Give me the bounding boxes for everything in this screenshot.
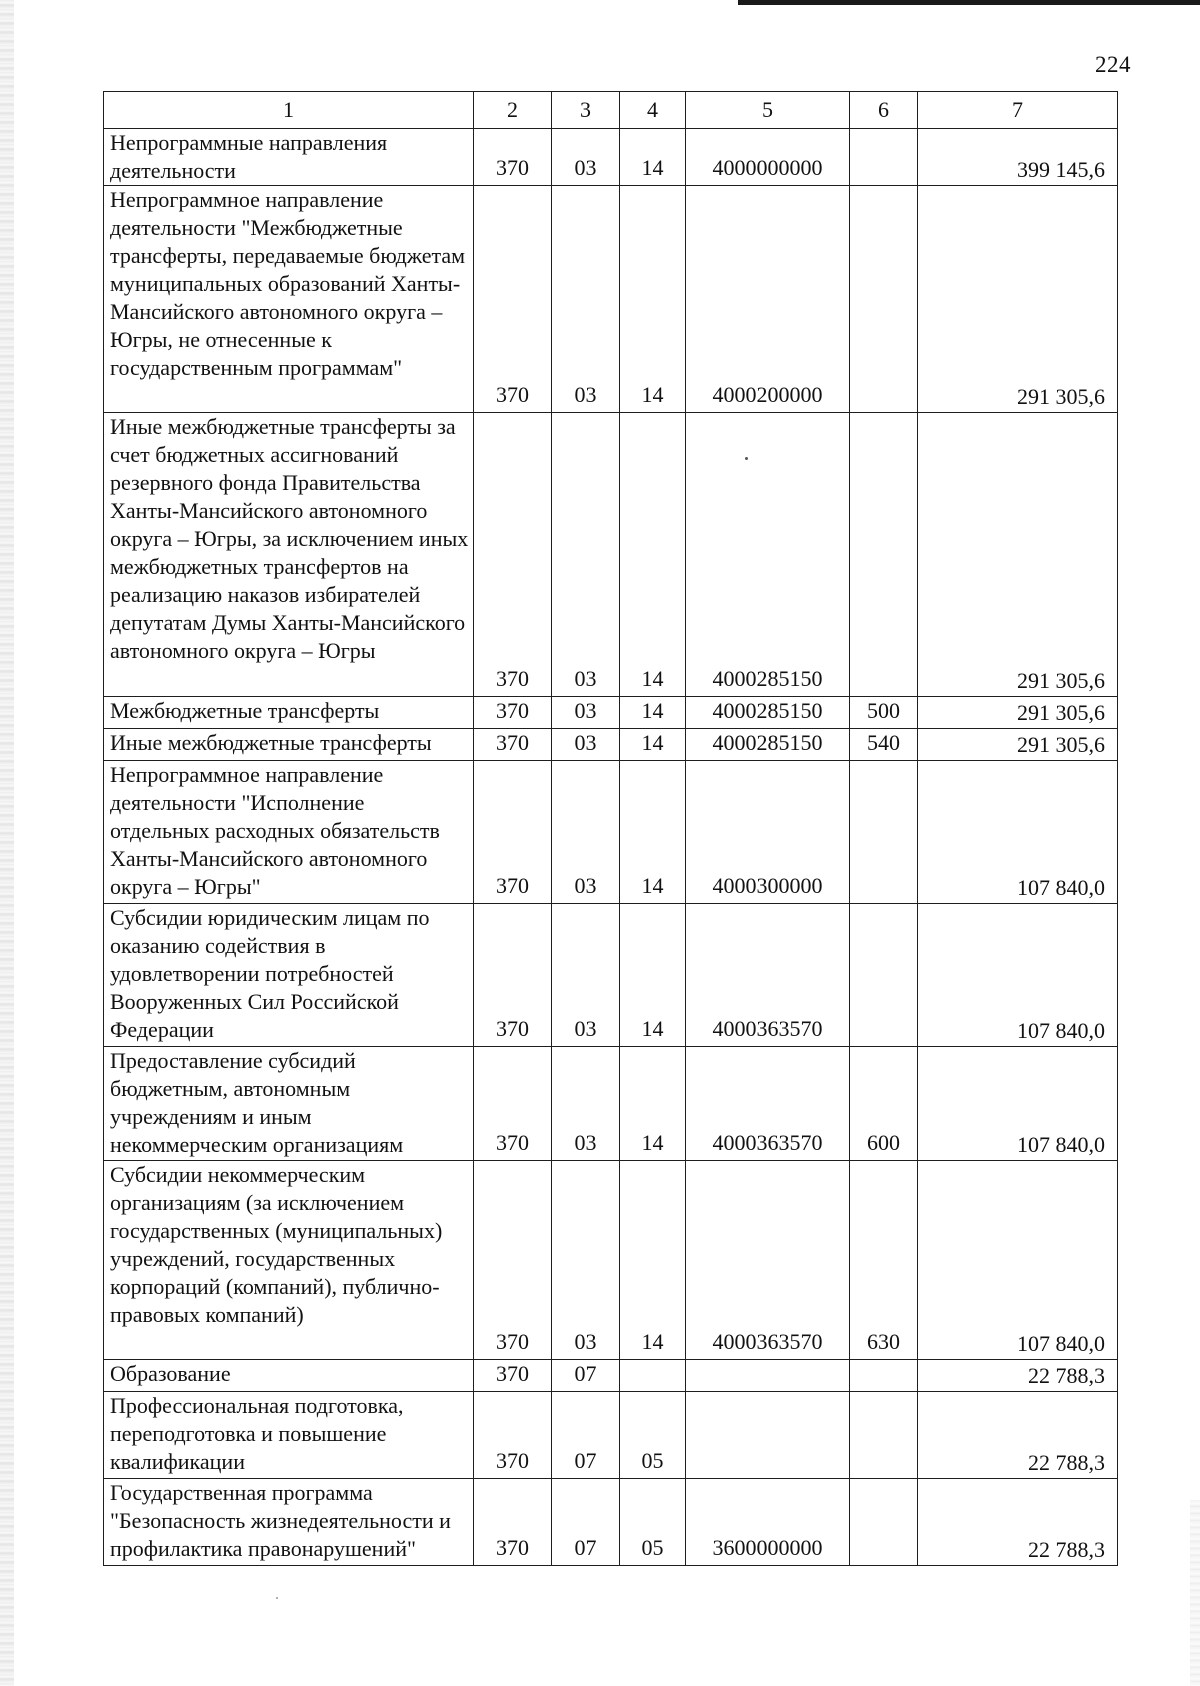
row-code: 370 bbox=[474, 729, 552, 761]
budget-table bbox=[103, 91, 1118, 1566]
row-name: Образование bbox=[104, 1360, 474, 1392]
scan-edge-left bbox=[0, 0, 14, 1686]
row-amount: 107 840,0 bbox=[918, 1161, 1118, 1360]
header-cell-7: 7 bbox=[918, 92, 1118, 129]
row-section: 03 bbox=[552, 1047, 620, 1161]
row-code: 370 bbox=[474, 1479, 552, 1566]
row-code: 370 bbox=[474, 697, 552, 729]
table-row bbox=[104, 761, 1118, 904]
row-section: 07 bbox=[552, 1479, 620, 1566]
table-row bbox=[104, 729, 1118, 761]
row-expense-type bbox=[850, 413, 918, 697]
row-amount: 107 840,0 bbox=[918, 904, 1118, 1047]
row-amount: 107 840,0 bbox=[918, 761, 1118, 904]
row-target-article: 4000363570 bbox=[686, 1161, 850, 1360]
row-code: 370 bbox=[474, 1360, 552, 1392]
scan-speck bbox=[276, 1597, 278, 1599]
row-expense-type bbox=[850, 1479, 918, 1566]
table-header-row bbox=[104, 92, 1118, 129]
row-name: Межбюджетные трансферты bbox=[104, 697, 474, 729]
row-code: 370 bbox=[474, 1047, 552, 1161]
row-name: Государственная программа "Безопасность жизнедеятельности и профилактика правонарушений" bbox=[104, 1479, 474, 1566]
header-cell-4: 4 bbox=[620, 92, 686, 129]
header-cell-5: 5 bbox=[686, 92, 850, 129]
row-amount: 22 788,3 bbox=[918, 1360, 1118, 1392]
header-cell-1: 1 bbox=[104, 92, 474, 129]
row-section: 03 bbox=[552, 761, 620, 904]
table-row bbox=[104, 1161, 1118, 1360]
row-code: 370 bbox=[474, 904, 552, 1047]
top-border-rule bbox=[738, 0, 1200, 5]
row-target-article: 4000285150 bbox=[686, 697, 850, 729]
row-section: 03 bbox=[552, 413, 620, 697]
table-row bbox=[104, 904, 1118, 1047]
row-subsection: 14 bbox=[620, 1161, 686, 1360]
row-name: Непрограммное направление деятельности "Межбюджетные трансферты, передаваемые бюджетам муниципальных образований Ханты-Мансийского автономного округа – Югры, не отнесенные к государственным программам" bbox=[104, 186, 474, 413]
row-target-article bbox=[686, 1392, 850, 1479]
row-subsection: 14 bbox=[620, 413, 686, 697]
header-cell-2: 2 bbox=[474, 92, 552, 129]
row-target-article: 4000285150 bbox=[686, 729, 850, 761]
row-subsection: 05 bbox=[620, 1479, 686, 1566]
header-cell-3: 3 bbox=[552, 92, 620, 129]
row-target-article: 4000300000 bbox=[686, 761, 850, 904]
row-code: 370 bbox=[474, 1161, 552, 1360]
row-section: 03 bbox=[552, 1161, 620, 1360]
row-code: 370 bbox=[474, 413, 552, 697]
header-cell-6: 6 bbox=[850, 92, 918, 129]
row-name: Предоставление субсидий бюджетным, автономным учреждениям и иным некоммерческим организациям bbox=[104, 1047, 474, 1161]
scan-edge-right bbox=[1190, 1500, 1200, 1686]
row-target-article: 4000285150 bbox=[686, 413, 850, 697]
row-expense-type bbox=[850, 186, 918, 413]
row-target-article: 3600000000 bbox=[686, 1479, 850, 1566]
table-row bbox=[104, 697, 1118, 729]
row-section: 07 bbox=[552, 1392, 620, 1479]
row-amount: 291 305,6 bbox=[918, 186, 1118, 413]
row-amount: 291 305,6 bbox=[918, 729, 1118, 761]
row-section: 03 bbox=[552, 904, 620, 1047]
row-subsection: 14 bbox=[620, 697, 686, 729]
table-row bbox=[104, 1479, 1118, 1566]
row-name: Профессиональная подготовка, переподготовка и повышение квалификации bbox=[104, 1392, 474, 1479]
row-code: 370 bbox=[474, 1392, 552, 1479]
row-section: 07 bbox=[552, 1360, 620, 1392]
row-expense-type: 600 bbox=[850, 1047, 918, 1161]
row-code: 370 bbox=[474, 129, 552, 186]
row-expense-type bbox=[850, 1360, 918, 1392]
row-target-article: 4000000000 bbox=[686, 129, 850, 186]
row-expense-type: 540 bbox=[850, 729, 918, 761]
page-number: 224 bbox=[1095, 52, 1131, 77]
table-row bbox=[104, 129, 1118, 186]
row-expense-type bbox=[850, 129, 918, 186]
row-name: Непрограммное направление деятельности "Исполнение отдельных расходных обязательств Ханты-Мансийского автономного округа – Югры" bbox=[104, 761, 474, 904]
row-target-article bbox=[686, 1360, 850, 1392]
row-amount: 291 305,6 bbox=[918, 697, 1118, 729]
row-subsection: 14 bbox=[620, 729, 686, 761]
row-expense-type: 500 bbox=[850, 697, 918, 729]
row-subsection: 14 bbox=[620, 904, 686, 1047]
row-amount: 291 305,6 bbox=[918, 413, 1118, 697]
row-subsection: 05 bbox=[620, 1392, 686, 1479]
row-target-article: 4000363570 bbox=[686, 1047, 850, 1161]
row-name: Иные межбюджетные трансферты за счет бюджетных ассигнований резервного фонда Правительства Ханты-Мансийского автономного округа – Югры, за исключением иных межбюджетных трансфертов на реализацию наказов избирателей депутатам Думы Ханты-Мансийского автономного округа – Югры bbox=[104, 413, 474, 697]
table-row bbox=[104, 186, 1118, 413]
row-amount: 22 788,3 bbox=[918, 1479, 1118, 1566]
row-subsection: 14 bbox=[620, 129, 686, 186]
table-row bbox=[104, 1392, 1118, 1479]
row-amount: 399 145,6 bbox=[918, 129, 1118, 186]
table-row bbox=[104, 1360, 1118, 1392]
row-name: Субсидии юридическим лицам по оказанию содействия в удовлетворении потребностей Вооруженных Сил Российской Федерации bbox=[104, 904, 474, 1047]
row-target-article: 4000363570 bbox=[686, 904, 850, 1047]
table-row bbox=[104, 413, 1118, 697]
row-subsection bbox=[620, 1360, 686, 1392]
row-expense-type bbox=[850, 904, 918, 1047]
row-section: 03 bbox=[552, 697, 620, 729]
row-name: Иные межбюджетные трансферты bbox=[104, 729, 474, 761]
table-row bbox=[104, 1047, 1118, 1161]
row-name: Субсидии некоммерческим организациям (за исключением государственных (муниципальных) учреждений, государственных корпораций (компаний), публично-правовых компаний) bbox=[104, 1161, 474, 1360]
row-subsection: 14 bbox=[620, 186, 686, 413]
row-amount: 107 840,0 bbox=[918, 1047, 1118, 1161]
row-amount: 22 788,3 bbox=[918, 1392, 1118, 1479]
row-code: 370 bbox=[474, 761, 552, 904]
row-name: Непрограммные направления деятельности bbox=[104, 129, 474, 186]
row-expense-type: 630 bbox=[850, 1161, 918, 1360]
row-target-article: 4000200000 bbox=[686, 186, 850, 413]
row-subsection: 14 bbox=[620, 761, 686, 904]
row-expense-type bbox=[850, 761, 918, 904]
row-expense-type bbox=[850, 1392, 918, 1479]
row-section: 03 bbox=[552, 186, 620, 413]
row-subsection: 14 bbox=[620, 1047, 686, 1161]
row-section: 03 bbox=[552, 729, 620, 761]
row-code: 370 bbox=[474, 186, 552, 413]
row-section: 03 bbox=[552, 129, 620, 186]
